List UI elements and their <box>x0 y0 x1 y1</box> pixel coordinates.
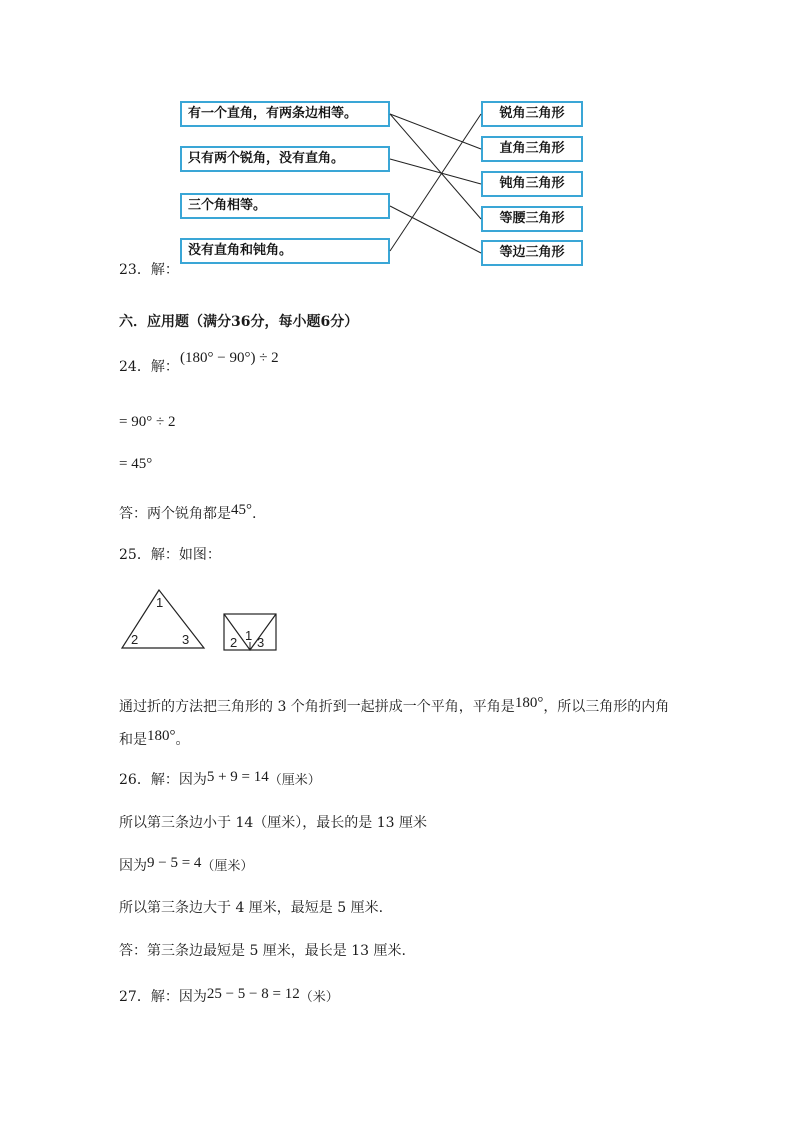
q24-expr-3: = 45° <box>119 456 153 472</box>
q25-number: 25．解：如图： <box>119 547 221 563</box>
q24-answer-suffix: . <box>252 506 257 522</box>
q26-expr-1: 5 + 9 = 14 <box>206 769 269 785</box>
right-item-3: 钝角三角形 <box>481 171 583 197</box>
q24-answer <box>119 504 256 524</box>
match-line-5 <box>390 114 481 251</box>
q26-expr-2: 9 − 5 = 4 <box>147 855 202 871</box>
q25-line-1 <box>119 697 669 717</box>
q25-line-2-text: 和是 <box>119 732 147 748</box>
q25-line-1-text-b: ，所以三角形的内角 <box>543 699 670 715</box>
q26-line-1 <box>119 770 321 791</box>
q26-line-3-text: 因为 <box>119 858 147 874</box>
triangle-angle-2: 2 <box>131 632 139 647</box>
match-line-4 <box>390 206 481 253</box>
q26-number: 26．解：因为 <box>119 772 207 788</box>
q27-line-1 <box>119 987 339 1008</box>
match-line-3 <box>390 159 481 184</box>
left-item-3: 三个角相等。 <box>180 193 390 219</box>
right-item-2: 直角三角形 <box>481 136 583 162</box>
fold-angle-3: 3 <box>257 635 265 650</box>
q26-unit-2: （厘米） <box>201 859 254 874</box>
q25-line-1-text: 通过折的方法把三角形的 3 个角折到一起拼成一个平角，平角是 <box>119 699 515 715</box>
left-item-1: 有一个直角，有两条边相等。 <box>180 101 390 127</box>
triangle-angle-3: 3 <box>182 632 190 647</box>
q26-line-5: 答：第三条边最短是 5 厘米，最长是 13 厘米. <box>119 943 406 959</box>
q25-line-2-value: 180° <box>147 728 176 744</box>
q26-line-3 <box>119 856 253 877</box>
right-item-4: 等腰三角形 <box>481 206 583 232</box>
triangle-figure <box>118 586 218 656</box>
matching-lines <box>0 0 800 300</box>
q25-line-2-text-b: 。 <box>175 732 190 748</box>
q26-unit-1: （厘米） <box>268 773 321 788</box>
left-item-2: 只有两个锐角，没有直角。 <box>180 146 390 172</box>
q24-expr-1: (180° − 90°) ÷ 2 <box>180 350 279 366</box>
q23-number: 23．解： <box>119 262 179 278</box>
match-line-2 <box>390 114 481 219</box>
q24-answer-prefix: 答：两个锐角都是 <box>119 506 231 522</box>
section-6-heading: 六．应用题（满分36分，每小题6分） <box>119 314 359 330</box>
right-item-5: 等边三角形 <box>481 240 583 266</box>
triangle-angle-1: 1 <box>156 595 164 610</box>
left-item-4: 没有直角和钝角。 <box>180 238 390 264</box>
q25-line-2 <box>119 730 190 750</box>
q27-expr: 25 − 5 − 8 = 12 <box>206 986 300 1002</box>
folded-rectangle-figure <box>220 610 290 660</box>
fold-angle-2: 2 <box>230 635 238 650</box>
q25-line-1-value: 180° <box>514 695 544 711</box>
q26-line-4: 所以第三条边大于 4 厘米，最短是 5 厘米. <box>119 900 384 916</box>
q24-number: 24．解： <box>119 359 179 375</box>
q24-expr-2: = 90° ÷ 2 <box>119 414 176 430</box>
q24-answer-value: 45° <box>231 502 252 518</box>
q27-number: 27．解：因为 <box>119 989 207 1005</box>
right-item-1: 锐角三角形 <box>481 101 583 127</box>
fold-angle-1: 1 <box>245 628 253 643</box>
q27-unit: （米） <box>299 990 339 1005</box>
q26-line-2: 所以第三条边小于 14（厘米），最长的是 13 厘米 <box>119 815 427 831</box>
match-line-1 <box>390 114 481 149</box>
